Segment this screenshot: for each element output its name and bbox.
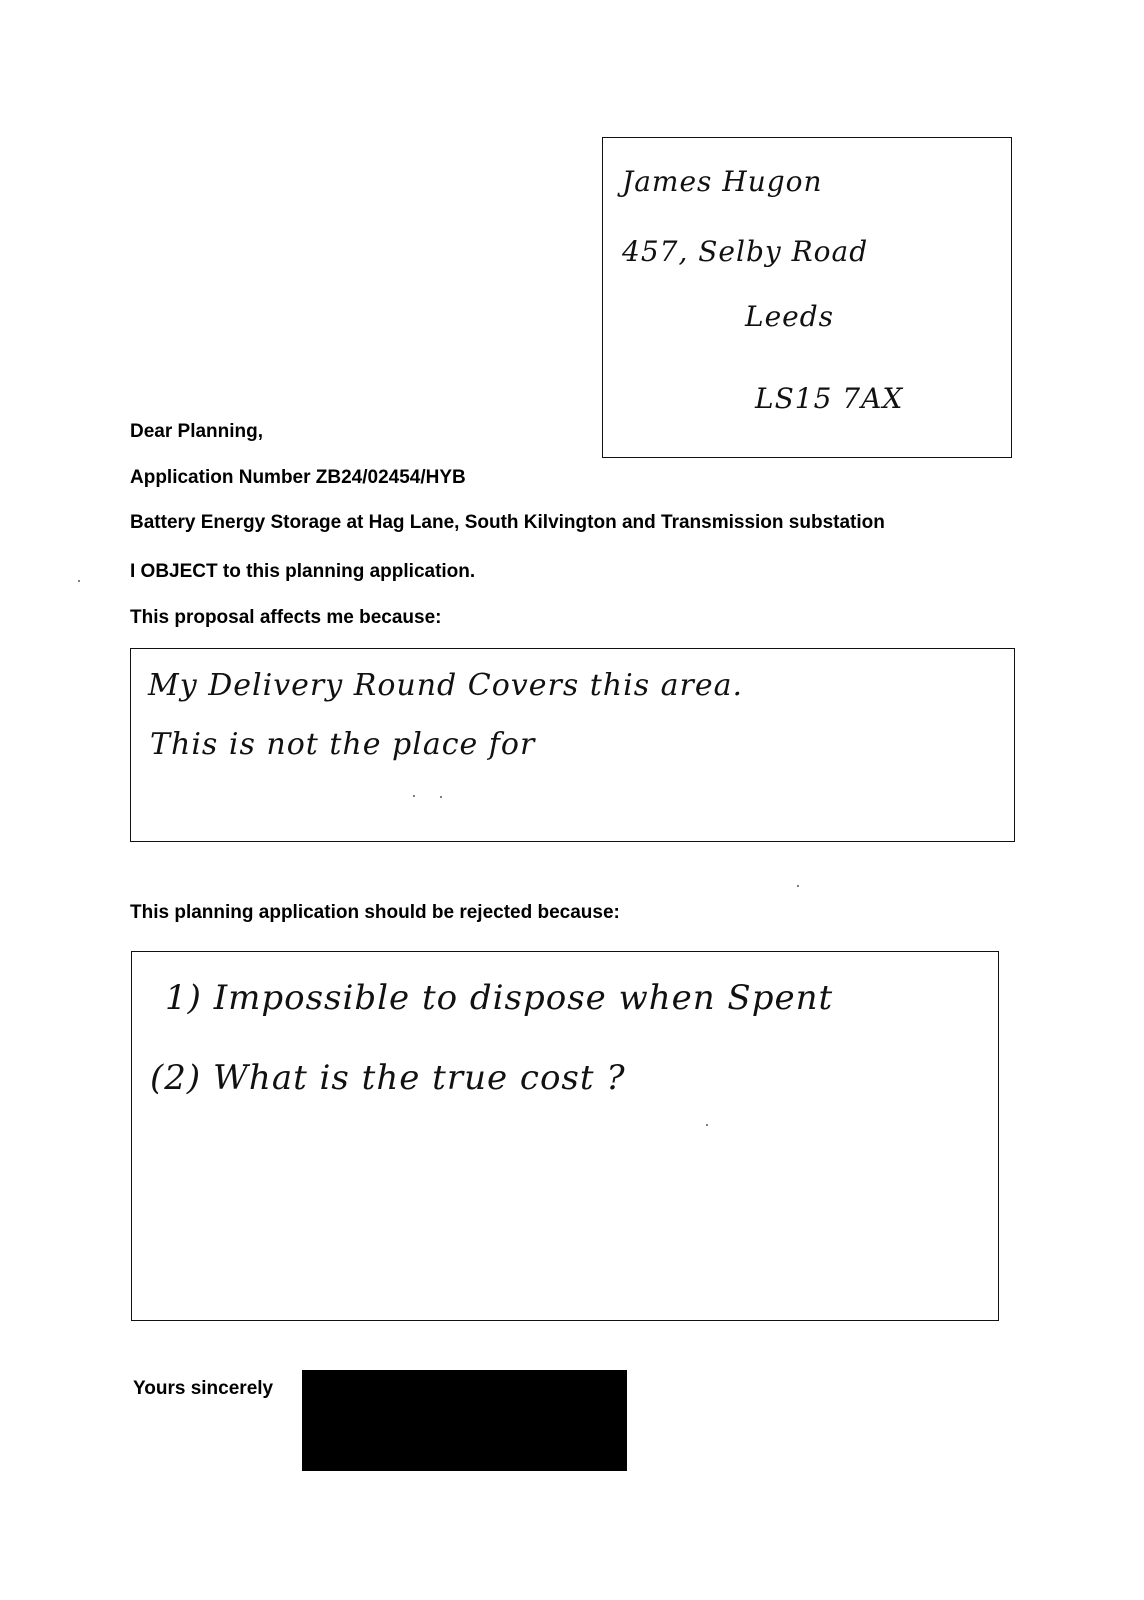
rejected-label: This planning application should be rejected because:	[130, 902, 620, 923]
application-number: Application Number ZB24/02454/HYB	[130, 467, 466, 488]
affects-label: This proposal affects me because:	[130, 607, 442, 628]
rejected-response-line-1: 1) Impossible to dispose when Spent	[165, 978, 834, 1018]
affects-response-line-2: This is not the place for	[150, 727, 536, 762]
scan-speck	[413, 795, 415, 797]
scan-speck	[706, 1124, 708, 1126]
scan-speck	[78, 580, 80, 582]
address-name: James Hugon	[622, 165, 823, 198]
address-street: 457, Selby Road	[622, 235, 869, 268]
objection-statement: I OBJECT to this planning application.	[130, 561, 476, 582]
scan-speck	[797, 885, 799, 887]
scan-speck	[440, 796, 442, 798]
signature-redaction	[302, 1370, 627, 1471]
address-city: Leeds	[745, 300, 835, 333]
salutation: Dear Planning,	[130, 421, 264, 442]
affects-response-line-1: My Delivery Round Covers this area.	[148, 668, 744, 703]
project-description: Battery Energy Storage at Hag Lane, South Kilvington and Transmission substation	[130, 512, 885, 533]
closing: Yours sincerely	[133, 1378, 274, 1399]
rejected-response-line-2: (2) What is the true cost ?	[150, 1058, 626, 1098]
address-postcode: LS15 7AX	[755, 382, 904, 415]
